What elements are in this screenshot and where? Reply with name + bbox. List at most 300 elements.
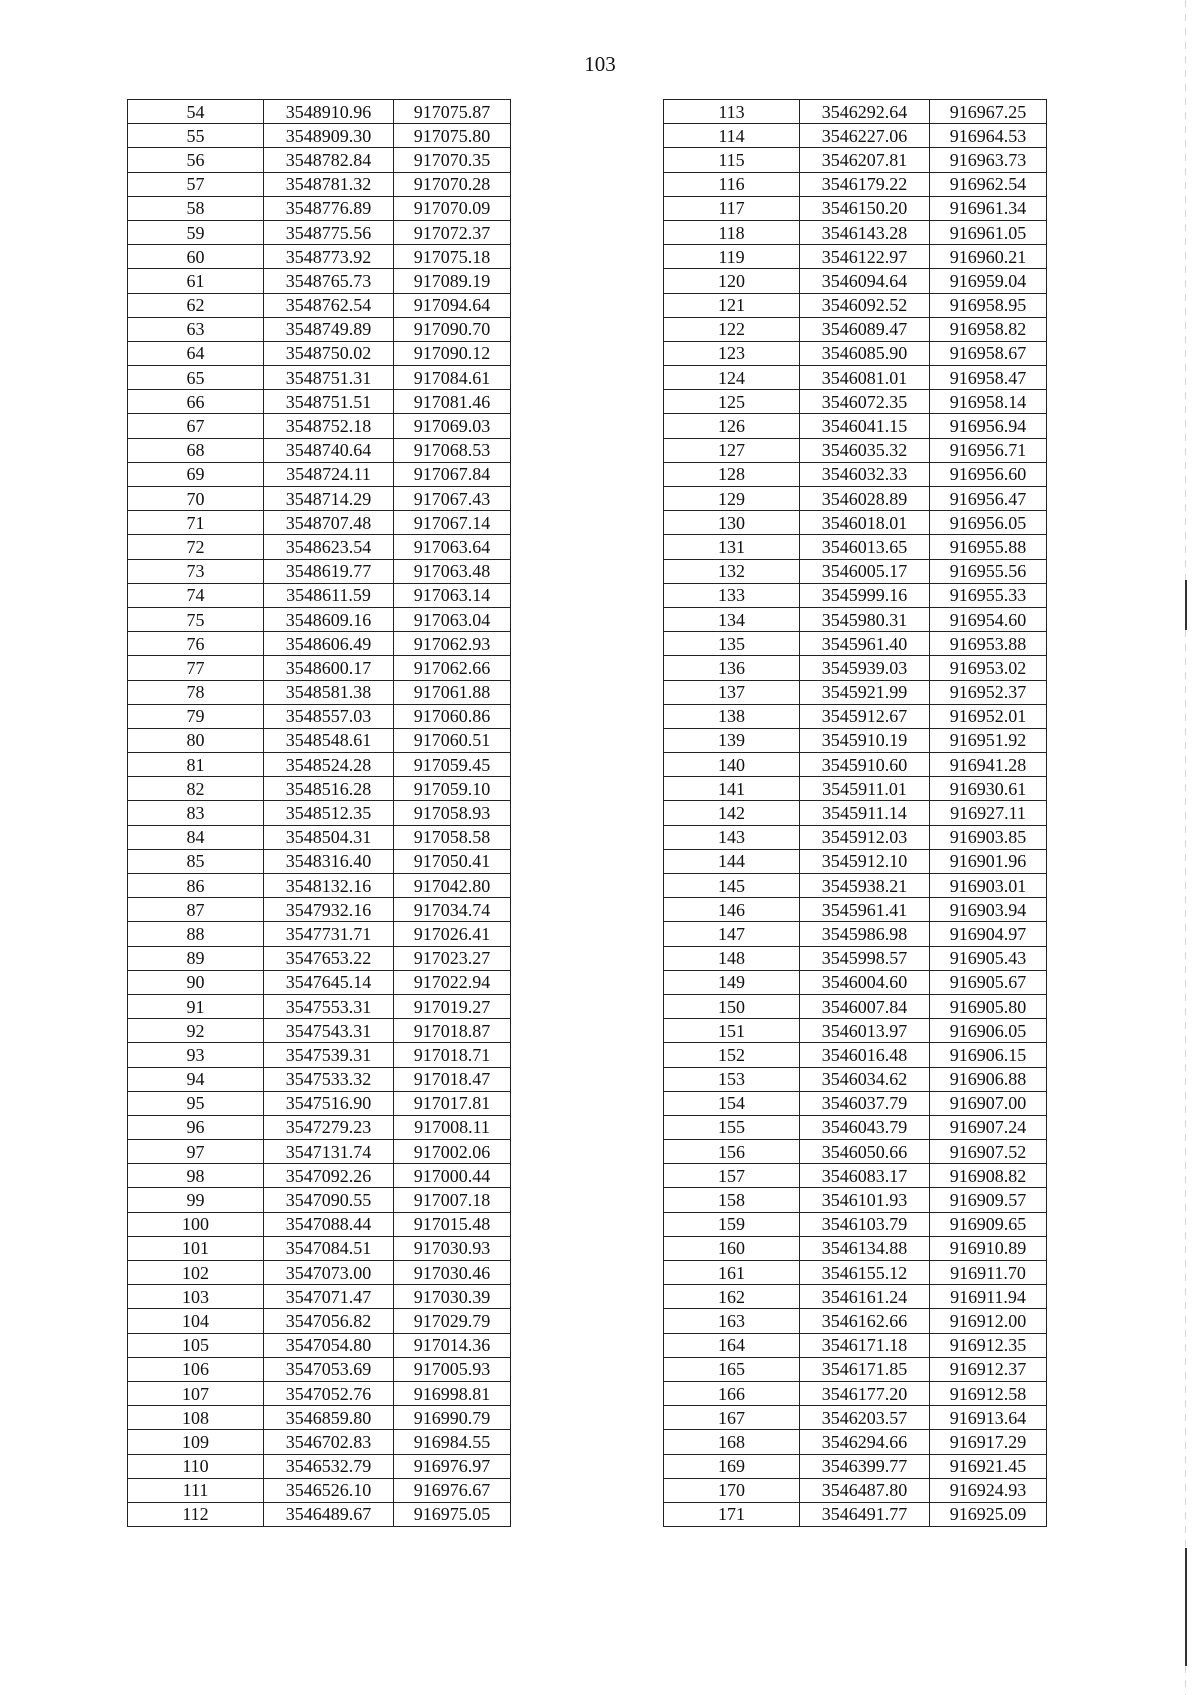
- x-coordinate-cell: 3548782.84: [264, 148, 394, 172]
- y-coordinate-cell: 916903.01: [930, 874, 1047, 898]
- point-number-cell: 149: [664, 970, 800, 994]
- table-row: [664, 1454, 1047, 1478]
- x-coordinate-cell: 3546179.22: [800, 172, 930, 196]
- x-coordinate-cell: 3548524.28: [264, 753, 394, 777]
- table-row: [128, 245, 511, 269]
- y-coordinate-cell: 916909.57: [930, 1188, 1047, 1212]
- x-coordinate-cell: 3547932.16: [264, 898, 394, 922]
- x-coordinate-cell: 3548751.51: [264, 390, 394, 414]
- y-coordinate-cell: 916909.65: [930, 1212, 1047, 1236]
- table-row: [128, 728, 511, 752]
- y-coordinate-cell: 917070.09: [394, 196, 511, 220]
- x-coordinate-cell: 3546018.01: [800, 511, 930, 535]
- point-number-cell: 101: [128, 1236, 264, 1260]
- y-coordinate-cell: 917015.48: [394, 1212, 511, 1236]
- table-row: [664, 1333, 1047, 1357]
- y-coordinate-cell: 916912.00: [930, 1309, 1047, 1333]
- point-number-cell: 69: [128, 462, 264, 486]
- y-coordinate-cell: 916961.34: [930, 196, 1047, 220]
- x-coordinate-cell: 3546150.20: [800, 196, 930, 220]
- y-coordinate-cell: 917060.86: [394, 704, 511, 728]
- x-coordinate-cell: 3546161.24: [800, 1285, 930, 1309]
- point-number-cell: 125: [664, 390, 800, 414]
- y-coordinate-cell: 917075.87: [394, 100, 511, 124]
- table-row: [664, 1091, 1047, 1115]
- y-coordinate-cell: 917018.71: [394, 1043, 511, 1067]
- point-number-cell: 156: [664, 1140, 800, 1164]
- point-number-cell: 143: [664, 825, 800, 849]
- y-coordinate-cell: 916975.05: [394, 1502, 511, 1526]
- table-row: [128, 898, 511, 922]
- table-row: [664, 874, 1047, 898]
- table-row: [664, 1212, 1047, 1236]
- point-number-cell: 88: [128, 922, 264, 946]
- point-number-cell: 79: [128, 704, 264, 728]
- point-number-cell: 148: [664, 946, 800, 970]
- y-coordinate-cell: 916912.37: [930, 1357, 1047, 1381]
- point-number-cell: 158: [664, 1188, 800, 1212]
- x-coordinate-cell: 3546083.17: [800, 1164, 930, 1188]
- y-coordinate-cell: 916953.88: [930, 632, 1047, 656]
- point-number-cell: 56: [128, 148, 264, 172]
- x-coordinate-cell: 3545911.14: [800, 801, 930, 825]
- table-row: [664, 124, 1047, 148]
- table-row: [128, 1357, 511, 1381]
- x-coordinate-cell: 3546143.28: [800, 220, 930, 244]
- x-coordinate-cell: 3547092.26: [264, 1164, 394, 1188]
- table-row: [128, 511, 511, 535]
- table-row: [128, 825, 511, 849]
- y-coordinate-cell: 916907.24: [930, 1115, 1047, 1139]
- point-number-cell: 111: [128, 1478, 264, 1502]
- y-coordinate-cell: 917070.28: [394, 172, 511, 196]
- x-coordinate-cell: 3547056.82: [264, 1309, 394, 1333]
- table-row: [128, 1261, 511, 1285]
- point-number-cell: 66: [128, 390, 264, 414]
- table-row: [128, 487, 511, 511]
- x-coordinate-cell: 3548623.54: [264, 535, 394, 559]
- table-row: [128, 1478, 511, 1502]
- point-number-cell: 160: [664, 1236, 800, 1260]
- y-coordinate-cell: 916906.05: [930, 1019, 1047, 1043]
- point-number-cell: 110: [128, 1454, 264, 1478]
- y-coordinate-cell: 916956.05: [930, 511, 1047, 535]
- table-row: [664, 511, 1047, 535]
- x-coordinate-cell: 3546037.79: [800, 1091, 930, 1115]
- point-number-cell: 161: [664, 1261, 800, 1285]
- y-coordinate-cell: 917062.66: [394, 656, 511, 680]
- y-coordinate-cell: 917069.03: [394, 414, 511, 438]
- y-coordinate-cell: 917026.41: [394, 922, 511, 946]
- point-number-cell: 119: [664, 245, 800, 269]
- y-coordinate-cell: 916962.54: [930, 172, 1047, 196]
- scan-edge-mark: [1185, 580, 1187, 630]
- x-coordinate-cell: 3548752.18: [264, 414, 394, 438]
- point-number-cell: 82: [128, 777, 264, 801]
- table-row: [128, 1067, 511, 1091]
- point-number-cell: 94: [128, 1067, 264, 1091]
- y-coordinate-cell: 916955.88: [930, 535, 1047, 559]
- y-coordinate-cell: 916958.67: [930, 341, 1047, 365]
- table-row: [128, 172, 511, 196]
- y-coordinate-cell: 916955.56: [930, 559, 1047, 583]
- y-coordinate-cell: 916976.97: [394, 1454, 511, 1478]
- x-coordinate-cell: 3546162.66: [800, 1309, 930, 1333]
- point-number-cell: 97: [128, 1140, 264, 1164]
- point-number-cell: 62: [128, 293, 264, 317]
- table-row: [128, 607, 511, 631]
- x-coordinate-cell: 3546028.89: [800, 487, 930, 511]
- y-coordinate-cell: 917063.64: [394, 535, 511, 559]
- point-number-cell: 91: [128, 994, 264, 1018]
- x-coordinate-cell: 3546013.65: [800, 535, 930, 559]
- table-row: [664, 1309, 1047, 1333]
- x-coordinate-cell: 3548909.30: [264, 124, 394, 148]
- point-number-cell: 164: [664, 1333, 800, 1357]
- x-coordinate-cell: 3546171.85: [800, 1357, 930, 1381]
- point-number-cell: 162: [664, 1285, 800, 1309]
- table-row: [128, 1406, 511, 1430]
- table-row: [664, 462, 1047, 486]
- table-row: [128, 704, 511, 728]
- table-row: [128, 438, 511, 462]
- x-coordinate-cell: 3545912.03: [800, 825, 930, 849]
- y-coordinate-cell: 917072.37: [394, 220, 511, 244]
- y-coordinate-cell: 917062.93: [394, 632, 511, 656]
- point-number-cell: 137: [664, 680, 800, 704]
- x-coordinate-cell: 3546491.77: [800, 1502, 930, 1526]
- x-coordinate-cell: 3546122.97: [800, 245, 930, 269]
- y-coordinate-cell: 917063.04: [394, 607, 511, 631]
- x-coordinate-cell: 3546005.17: [800, 559, 930, 583]
- x-coordinate-cell: 3546004.60: [800, 970, 930, 994]
- scan-edge-line: [1185, 0, 1186, 1695]
- x-coordinate-cell: 3545921.99: [800, 680, 930, 704]
- point-number-cell: 127: [664, 438, 800, 462]
- point-number-cell: 146: [664, 898, 800, 922]
- y-coordinate-cell: 916906.88: [930, 1067, 1047, 1091]
- table-row: [664, 1381, 1047, 1405]
- table-row: [664, 1261, 1047, 1285]
- x-coordinate-cell: 3548765.73: [264, 269, 394, 293]
- y-coordinate-cell: 917063.14: [394, 583, 511, 607]
- x-coordinate-cell: 3546035.32: [800, 438, 930, 462]
- point-number-cell: 133: [664, 583, 800, 607]
- x-coordinate-cell: 3546487.80: [800, 1478, 930, 1502]
- point-number-cell: 100: [128, 1212, 264, 1236]
- table-row: [128, 100, 511, 124]
- point-number-cell: 59: [128, 220, 264, 244]
- table-row: [128, 656, 511, 680]
- point-number-cell: 93: [128, 1043, 264, 1067]
- table-row: [664, 1285, 1047, 1309]
- y-coordinate-cell: 916927.11: [930, 801, 1047, 825]
- x-coordinate-cell: 3546702.83: [264, 1430, 394, 1454]
- y-coordinate-cell: 916924.93: [930, 1478, 1047, 1502]
- table-body: [664, 100, 1047, 1527]
- y-coordinate-cell: 917067.14: [394, 511, 511, 535]
- point-number-cell: 104: [128, 1309, 264, 1333]
- x-coordinate-cell: 3546292.64: [800, 100, 930, 124]
- table-row: [664, 1115, 1047, 1139]
- table-row: [664, 269, 1047, 293]
- point-number-cell: 151: [664, 1019, 800, 1043]
- table-row: [128, 1309, 511, 1333]
- y-coordinate-cell: 916925.09: [930, 1502, 1047, 1526]
- y-coordinate-cell: 916905.80: [930, 994, 1047, 1018]
- point-number-cell: 165: [664, 1357, 800, 1381]
- y-coordinate-cell: 917022.94: [394, 970, 511, 994]
- point-number-cell: 84: [128, 825, 264, 849]
- point-number-cell: 74: [128, 583, 264, 607]
- table-row: [664, 801, 1047, 825]
- table-row: [128, 922, 511, 946]
- x-coordinate-cell: 3546007.84: [800, 994, 930, 1018]
- table-row: [128, 1019, 511, 1043]
- y-coordinate-cell: 916905.67: [930, 970, 1047, 994]
- x-coordinate-cell: 3545912.10: [800, 849, 930, 873]
- x-coordinate-cell: 3547052.76: [264, 1381, 394, 1405]
- point-number-cell: 121: [664, 293, 800, 317]
- table-row: [128, 293, 511, 317]
- y-coordinate-cell: 917058.58: [394, 825, 511, 849]
- x-coordinate-cell: 3548724.11: [264, 462, 394, 486]
- x-coordinate-cell: 3547090.55: [264, 1188, 394, 1212]
- table-row: [664, 390, 1047, 414]
- x-coordinate-cell: 3546089.47: [800, 317, 930, 341]
- y-coordinate-cell: 916959.04: [930, 269, 1047, 293]
- point-number-cell: 144: [664, 849, 800, 873]
- y-coordinate-cell: 917007.18: [394, 1188, 511, 1212]
- point-number-cell: 76: [128, 632, 264, 656]
- table-row: [128, 753, 511, 777]
- table-row: [664, 1478, 1047, 1502]
- y-coordinate-cell: 916912.35: [930, 1333, 1047, 1357]
- x-coordinate-cell: 3548749.89: [264, 317, 394, 341]
- x-coordinate-cell: 3547731.71: [264, 922, 394, 946]
- y-coordinate-cell: 916907.00: [930, 1091, 1047, 1115]
- y-coordinate-cell: 916954.60: [930, 607, 1047, 631]
- y-coordinate-cell: 917063.48: [394, 559, 511, 583]
- table-row: [128, 1164, 511, 1188]
- table-row: [128, 535, 511, 559]
- x-coordinate-cell: 3547539.31: [264, 1043, 394, 1067]
- table-row: [664, 535, 1047, 559]
- table-row: [664, 777, 1047, 801]
- table-row: [128, 1454, 511, 1478]
- y-coordinate-cell: 916998.81: [394, 1381, 511, 1405]
- table-row: [664, 704, 1047, 728]
- point-number-cell: 116: [664, 172, 800, 196]
- point-number-cell: 70: [128, 487, 264, 511]
- point-number-cell: 132: [664, 559, 800, 583]
- point-number-cell: 117: [664, 196, 800, 220]
- y-coordinate-cell: 916976.67: [394, 1478, 511, 1502]
- point-number-cell: 57: [128, 172, 264, 196]
- y-coordinate-cell: 917059.10: [394, 777, 511, 801]
- point-number-cell: 89: [128, 946, 264, 970]
- y-coordinate-cell: 917067.43: [394, 487, 511, 511]
- table-row: [128, 1212, 511, 1236]
- table-row: [128, 462, 511, 486]
- table-row: [664, 438, 1047, 462]
- y-coordinate-cell: 917029.79: [394, 1309, 511, 1333]
- x-coordinate-cell: 3546294.66: [800, 1430, 930, 1454]
- point-number-cell: 106: [128, 1357, 264, 1381]
- point-number-cell: 171: [664, 1502, 800, 1526]
- x-coordinate-cell: 3547054.80: [264, 1333, 394, 1357]
- x-coordinate-cell: 3547553.31: [264, 994, 394, 1018]
- point-number-cell: 113: [664, 100, 800, 124]
- point-number-cell: 90: [128, 970, 264, 994]
- point-number-cell: 105: [128, 1333, 264, 1357]
- point-number-cell: 72: [128, 535, 264, 559]
- table-row: [664, 1164, 1047, 1188]
- table-row: [664, 970, 1047, 994]
- x-coordinate-cell: 3545938.21: [800, 874, 930, 898]
- y-coordinate-cell: 917019.27: [394, 994, 511, 1018]
- table-row: [128, 801, 511, 825]
- x-coordinate-cell: 3548609.16: [264, 607, 394, 631]
- x-coordinate-cell: 3545910.60: [800, 753, 930, 777]
- table-row: [128, 1285, 511, 1309]
- page-number: 103: [584, 52, 616, 76]
- x-coordinate-cell: 3547071.47: [264, 1285, 394, 1309]
- x-coordinate-cell: 3548516.28: [264, 777, 394, 801]
- point-number-cell: 140: [664, 753, 800, 777]
- point-number-cell: 130: [664, 511, 800, 535]
- table-row: [128, 1091, 511, 1115]
- table-row: [664, 245, 1047, 269]
- point-number-cell: 169: [664, 1454, 800, 1478]
- y-coordinate-cell: 917050.41: [394, 849, 511, 873]
- y-coordinate-cell: 917089.19: [394, 269, 511, 293]
- point-number-cell: 142: [664, 801, 800, 825]
- point-number-cell: 126: [664, 414, 800, 438]
- x-coordinate-cell: 3548619.77: [264, 559, 394, 583]
- y-coordinate-cell: 916956.60: [930, 462, 1047, 486]
- y-coordinate-cell: 916911.94: [930, 1285, 1047, 1309]
- y-coordinate-cell: 917002.06: [394, 1140, 511, 1164]
- point-number-cell: 114: [664, 124, 800, 148]
- x-coordinate-cell: 3548740.64: [264, 438, 394, 462]
- x-coordinate-cell: 3548750.02: [264, 341, 394, 365]
- table-row: [664, 196, 1047, 220]
- y-coordinate-cell: 917090.12: [394, 341, 511, 365]
- point-number-cell: 95: [128, 1091, 264, 1115]
- point-number-cell: 83: [128, 801, 264, 825]
- y-coordinate-cell: 916905.43: [930, 946, 1047, 970]
- table-row: [664, 1430, 1047, 1454]
- y-coordinate-cell: 916913.64: [930, 1406, 1047, 1430]
- point-number-cell: 131: [664, 535, 800, 559]
- y-coordinate-cell: 916904.97: [930, 922, 1047, 946]
- coordinate-table-right: [663, 99, 1047, 1527]
- table-row: [664, 293, 1047, 317]
- table-row: [128, 1381, 511, 1405]
- y-coordinate-cell: 917030.46: [394, 1261, 511, 1285]
- x-coordinate-cell: 3548581.38: [264, 680, 394, 704]
- point-number-cell: 107: [128, 1381, 264, 1405]
- y-coordinate-cell: 916958.14: [930, 390, 1047, 414]
- y-coordinate-cell: 916984.55: [394, 1430, 511, 1454]
- point-number-cell: 75: [128, 607, 264, 631]
- table-row: [128, 1502, 511, 1526]
- x-coordinate-cell: 3548512.35: [264, 801, 394, 825]
- point-number-cell: 152: [664, 1043, 800, 1067]
- y-coordinate-cell: 916960.21: [930, 245, 1047, 269]
- y-coordinate-cell: 917090.70: [394, 317, 511, 341]
- y-coordinate-cell: 916964.53: [930, 124, 1047, 148]
- point-number-cell: 55: [128, 124, 264, 148]
- y-coordinate-cell: 917034.74: [394, 898, 511, 922]
- y-coordinate-cell: 916952.37: [930, 680, 1047, 704]
- table-row: [664, 946, 1047, 970]
- point-number-cell: 63: [128, 317, 264, 341]
- table-row: [664, 559, 1047, 583]
- point-number-cell: 166: [664, 1381, 800, 1405]
- point-number-cell: 115: [664, 148, 800, 172]
- y-coordinate-cell: 916951.92: [930, 728, 1047, 752]
- y-coordinate-cell: 916958.95: [930, 293, 1047, 317]
- x-coordinate-cell: 3547279.23: [264, 1115, 394, 1139]
- table-row: [128, 777, 511, 801]
- table-row: [128, 317, 511, 341]
- table-row: [128, 632, 511, 656]
- point-number-cell: 145: [664, 874, 800, 898]
- y-coordinate-cell: 916906.15: [930, 1043, 1047, 1067]
- x-coordinate-cell: 3546399.77: [800, 1454, 930, 1478]
- x-coordinate-cell: 3548132.16: [264, 874, 394, 898]
- x-coordinate-cell: 3547533.32: [264, 1067, 394, 1091]
- table-row: [664, 172, 1047, 196]
- x-coordinate-cell: 3548773.92: [264, 245, 394, 269]
- point-number-cell: 138: [664, 704, 800, 728]
- point-number-cell: 150: [664, 994, 800, 1018]
- x-coordinate-cell: 3548600.17: [264, 656, 394, 680]
- table-row: [128, 1333, 511, 1357]
- y-coordinate-cell: 916911.70: [930, 1261, 1047, 1285]
- x-coordinate-cell: 3546227.06: [800, 124, 930, 148]
- x-coordinate-cell: 3546092.52: [800, 293, 930, 317]
- point-number-cell: 99: [128, 1188, 264, 1212]
- table-row: [664, 1188, 1047, 1212]
- x-coordinate-cell: 3547131.74: [264, 1140, 394, 1164]
- x-coordinate-cell: 3546177.20: [800, 1381, 930, 1405]
- point-number-cell: 102: [128, 1261, 264, 1285]
- y-coordinate-cell: 916956.71: [930, 438, 1047, 462]
- table-row: [664, 487, 1047, 511]
- table-row: [664, 100, 1047, 124]
- table-row: [128, 874, 511, 898]
- table-row: [664, 1357, 1047, 1381]
- y-coordinate-cell: 917023.27: [394, 946, 511, 970]
- y-coordinate-cell: 917075.80: [394, 124, 511, 148]
- table-row: [128, 1115, 511, 1139]
- y-coordinate-cell: 917060.51: [394, 728, 511, 752]
- x-coordinate-cell: 3545912.67: [800, 704, 930, 728]
- point-number-cell: 159: [664, 1212, 800, 1236]
- y-coordinate-cell: 917075.18: [394, 245, 511, 269]
- point-number-cell: 141: [664, 777, 800, 801]
- table-row: [664, 317, 1047, 341]
- table-row: [664, 583, 1047, 607]
- x-coordinate-cell: 3547084.51: [264, 1236, 394, 1260]
- x-coordinate-cell: 3547053.69: [264, 1357, 394, 1381]
- x-coordinate-cell: 3545910.19: [800, 728, 930, 752]
- table-row: [128, 680, 511, 704]
- point-number-cell: 78: [128, 680, 264, 704]
